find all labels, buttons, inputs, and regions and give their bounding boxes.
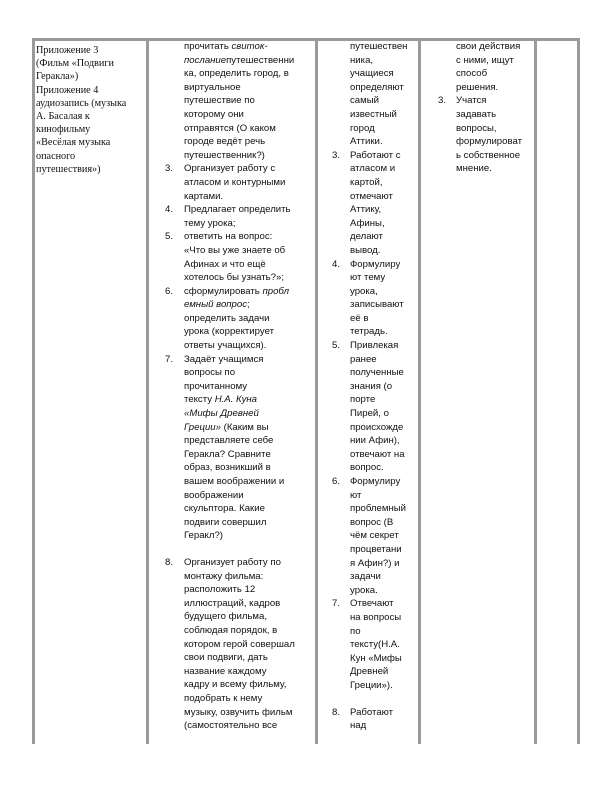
step-line: урока,: [350, 285, 378, 297]
step-line: проблемный: [350, 503, 407, 515]
student-step-6: [320, 475, 418, 597]
appendix-line: кинофильму: [36, 124, 91, 136]
step-line: Отвечают: [350, 598, 394, 610]
intro-line: свои действия: [456, 41, 521, 52]
step-line: тексту(Н.А.: [350, 639, 400, 651]
column-divider-3: [418, 38, 421, 744]
step-line: тетрадь.: [350, 326, 388, 338]
step-line: происхожде: [350, 421, 404, 433]
intro-line: Аттики.: [350, 136, 383, 148]
step-line: Учатся: [456, 95, 487, 107]
appendix-line: путешествия»): [36, 163, 101, 175]
step-line: название каждому: [184, 665, 267, 677]
spacer: [320, 693, 418, 706]
step-line: тему урока;: [184, 217, 236, 229]
step-number: 4.: [165, 204, 174, 216]
step-line: подобрать к нему: [184, 692, 263, 704]
teacher-step-8: [160, 556, 315, 733]
step-line: отвечают на: [350, 448, 405, 460]
intro-line: которому они: [184, 108, 244, 120]
step-line: соблюдая порядок, в: [184, 624, 278, 636]
appendix-line: опасного: [36, 150, 76, 162]
step-line: процветани: [350, 543, 402, 555]
step-line: прочитанному: [184, 380, 248, 392]
step-line: чём секрет: [350, 530, 399, 542]
step-line: Предлагает определить: [184, 204, 291, 216]
step-line: картой,: [350, 176, 383, 188]
step-line: монтажу фильма:: [184, 570, 264, 582]
step-line: подвиги совершил: [184, 516, 267, 528]
intro-line: путешественник?): [184, 149, 265, 161]
intro-text: путешественни: [226, 54, 295, 66]
appendix-line: (Фильм «Подвиги: [36, 58, 114, 70]
step-number: 6.: [332, 476, 341, 487]
appendix-line: Геракла»): [36, 71, 79, 83]
intro-line: самый: [350, 95, 379, 107]
step-text: сформулировать: [184, 285, 263, 297]
step-line: формулироват: [456, 136, 522, 148]
step-line: вопросы,: [456, 122, 497, 134]
appendix-line: Приложение 3: [36, 45, 99, 56]
intro-line: городе ведёт речь: [184, 136, 266, 148]
teacher-activity-column: [160, 40, 315, 744]
step-line: представляете себе: [184, 435, 274, 447]
step-line: Аттику,: [350, 204, 382, 216]
student-step-5: [320, 339, 418, 475]
student-activity-column: [320, 40, 418, 744]
step-line: ранее: [350, 353, 377, 365]
step-line: определить задачи: [184, 312, 270, 324]
step-number: 5.: [165, 231, 174, 243]
student-intro: [320, 40, 418, 149]
step-text: ;: [247, 299, 250, 311]
step-line: я Афин?) и: [350, 557, 400, 569]
step-line: задачи: [350, 571, 381, 583]
empty-column: [538, 44, 576, 744]
intro-line: город: [350, 122, 375, 134]
step-line: хотелось бы узнать?»;: [184, 272, 285, 284]
book-author: Н.А. Куна: [214, 394, 257, 406]
step-line: вопросы по: [184, 367, 236, 379]
step-line: картами.: [184, 190, 224, 202]
step-line: знания (о: [350, 380, 393, 392]
step-italic-text: емный вопрос: [184, 299, 248, 311]
step-number: 4.: [332, 258, 341, 270]
intro-italic-text: послание: [184, 54, 227, 66]
intro-line: решения.: [456, 81, 499, 93]
teacher-step-6: [160, 285, 315, 353]
step-line: ют: [350, 489, 362, 501]
step-line: Формулиру: [350, 258, 401, 270]
step-line: записывают: [350, 299, 404, 311]
teacher-step-5: [160, 230, 315, 284]
intro-line: путешествие по: [184, 95, 255, 107]
spacer: [160, 543, 315, 556]
teacher-step-7: [160, 353, 315, 543]
step-line: ют тему: [350, 272, 386, 284]
intro-italic-text: свиток-: [231, 41, 268, 52]
book-title: «Мифы Древней: [184, 408, 259, 420]
step-line: музыку, озвучить фильм: [184, 706, 293, 718]
column-divider-1: [146, 38, 149, 744]
step-line: Афинах и что ещё: [184, 258, 266, 270]
step-line: Формулиру: [350, 476, 401, 487]
step-number: 8.: [332, 706, 341, 718]
intro-text: прочитать: [184, 41, 232, 52]
step-line: иллюстраций, кадров: [184, 597, 281, 609]
step-line: кадру и всему фильму,: [184, 679, 287, 691]
step-line: её в: [350, 312, 369, 324]
step-italic-text: пробл: [262, 285, 289, 297]
step-line: Древней: [350, 666, 389, 678]
appendix-line: аудиозапись (музыка: [36, 97, 127, 109]
step-line: Работают: [350, 706, 394, 718]
step-number: 6.: [165, 285, 174, 297]
step-line: Греции»).: [350, 679, 393, 691]
step-line: ответить на вопрос:: [184, 231, 273, 243]
step-line: урока.: [350, 584, 378, 596]
step-line: Организует работу с: [184, 163, 276, 175]
intro-line: путешествен: [350, 41, 408, 52]
step-line: вывод.: [350, 244, 381, 256]
step-line: скульптора. Какие: [184, 503, 265, 515]
step-number: 8.: [165, 556, 174, 568]
intro-line: учащиеся: [350, 68, 394, 80]
step-number: 7.: [165, 353, 174, 365]
step-line: мнение.: [456, 163, 492, 175]
intro-line: отправятся (О каком: [184, 122, 276, 134]
step-line: вашем воображении и: [184, 476, 285, 487]
step-number: 3.: [438, 95, 447, 107]
teacher-intro: [160, 40, 315, 162]
intro-line: ка, определить город, в: [184, 68, 289, 80]
table-right-border: [577, 38, 580, 744]
student-step-4: [320, 258, 418, 340]
step-line: вопрос.: [350, 462, 384, 474]
teacher-step-4: [160, 203, 315, 230]
outcomes-column: [424, 40, 532, 744]
step-line: полученные: [350, 367, 404, 379]
table-left-border: [32, 38, 35, 744]
step-line: атласом и контурными: [184, 176, 286, 188]
step-line: расположить 12: [184, 584, 256, 596]
step-line: ответы учащихся).: [184, 340, 267, 352]
step-line: будущего фильма,: [184, 611, 268, 623]
lesson-table: [32, 38, 580, 744]
intro-line: способ: [456, 68, 488, 80]
student-step-3: [320, 149, 418, 258]
step-line: (самостоятельно все: [184, 720, 278, 732]
step-line: Задаёт учащимся: [184, 353, 264, 365]
intro-line: виртуальное: [184, 81, 241, 93]
student-step-8: [320, 706, 418, 733]
outcome-step-3: [424, 94, 532, 176]
step-line: образ, возникший в: [184, 462, 271, 474]
step-line: «Что вы уже знаете об: [184, 244, 286, 256]
step-line: порте: [350, 394, 376, 406]
step-line: воображении: [184, 489, 244, 501]
step-line: на вопросы: [350, 611, 402, 623]
step-line: атласом и: [350, 163, 396, 175]
intro-line: известный: [350, 108, 397, 120]
step-line: Работают с: [350, 149, 401, 161]
step-line: Афины,: [350, 217, 385, 229]
book-title: Греции»: [184, 421, 221, 433]
column-divider-2: [315, 38, 318, 744]
outcomes-intro: [424, 40, 532, 94]
step-line: котором герой совершал: [184, 638, 295, 650]
step-line: Геракла? Сравните: [184, 448, 271, 460]
step-line: вопрос (В: [350, 516, 394, 528]
step-line: над: [350, 720, 367, 732]
intro-line: с ними, ищут: [456, 54, 514, 66]
step-line: отмечают: [350, 190, 393, 202]
step-number: 7.: [332, 598, 341, 610]
student-step-7: [320, 597, 418, 692]
step-line: свои подвиги, дать: [184, 652, 268, 664]
step-line: нии Афин),: [350, 435, 400, 447]
step-line: по: [350, 625, 361, 637]
step-line: ь собственное: [456, 149, 521, 161]
step-number: 3.: [332, 149, 341, 161]
step-number: 5.: [332, 340, 341, 352]
step-line: Привлекая: [350, 340, 399, 352]
column-divider-4: [534, 38, 537, 744]
step-line: Организует работу по: [184, 556, 281, 568]
appendix-line: «Весёлая музыка: [36, 137, 111, 149]
intro-line: ника,: [350, 54, 374, 66]
step-text: (Каким вы: [220, 421, 269, 433]
step-line: Геракл?): [184, 530, 223, 542]
appendix-column: [36, 44, 144, 744]
step-number: 3.: [165, 163, 174, 175]
teacher-step-3: [160, 162, 315, 203]
appendix-line: А. Басалая к: [36, 111, 90, 123]
step-text: тексту: [184, 394, 215, 406]
step-line: Пирей, о: [350, 408, 389, 420]
appendix-line: Приложение 4: [36, 84, 99, 96]
step-line: Кун «Мифы: [350, 652, 402, 664]
intro-line: определяют: [350, 81, 404, 93]
step-line: урока (корректирует: [184, 326, 274, 338]
step-line: задавать: [456, 108, 497, 120]
step-line: делают: [350, 231, 383, 243]
